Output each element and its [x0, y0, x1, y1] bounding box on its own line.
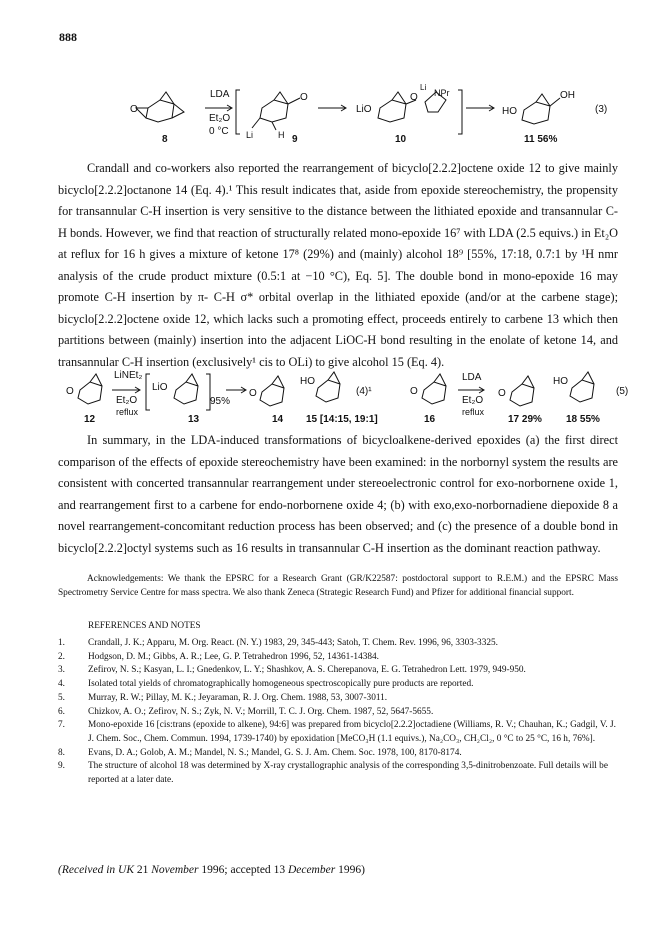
reference-item — [58, 747, 618, 761]
reference-number: 3. — [58, 665, 65, 676]
accepted-date-year: 1996) — [338, 864, 365, 876]
atom-HO-18: HO — [553, 376, 568, 387]
reference-number: 8. — [58, 747, 65, 758]
compound-label-13: 13 — [188, 414, 200, 425]
atom-O-12: O — [66, 386, 74, 397]
accepted-date-month: December — [287, 864, 336, 876]
scheme-eq3 — [0, 78, 672, 148]
equation-number-4: (4)¹ — [356, 386, 372, 397]
reference-text: Zefirov, N. S.; Kasyan, L. I.; Gnedenkov, L. Y.; Shashkov, A. S. Cherepanova, E. G. Tetrahedron Lett. 1979, 949-950. — [88, 665, 526, 676]
reagent-reflux-b: reflux — [462, 407, 485, 417]
references-list — [58, 637, 618, 788]
reference-text: Isolated total yields of chromatographically homogeneous spectroscopically pure products are reported. — [88, 679, 474, 690]
reference-item — [58, 637, 618, 651]
atom-O-9: O — [300, 92, 308, 103]
compound-label-14: 14 — [272, 414, 284, 425]
paragraph-1-text: Crandall and co-workers also reported the rearrangement of bicyclo[2.2.2]octene oxide 12 to give mainly bicyclo[2.2.2]octanone 14 (Eq. 4).¹ This result indicates that, aside from epoxide stereochemistry, the propensity for transannular C-H insertion is very sensitive to the distance between the lithiated epoxide and transannular C-H bonds. However, we find that reaction of structurally related mono-epoxide 16⁷ with LDA (2.5 equivs.) in Et₂O at reflux for 16 h gives a mixture of ketone 17⁸ (29%) and (mainly) alcohol 18⁹ [55%, 17:18, 0.7:1 by ¹H nmr analysis of the crude product mixture (0.5:1 at −10 °C), Eq. 5]. The double bond in mono-epoxide 16 may promote C-H insertion by π- C-H σ* orbital overlap in the lithiated epoxide (and/or at the carbene stage); bicyclo[2.2.2]octene oxide 12, which lacks such a promoting effect, proceeds entirely to carbene 13 which then partitions between (mainly) insertion into the adjacent LiOC-H bond resulting in the enolate of ketone 14, and transannular C-H insertion (exclusively¹ cis to OLi) to give alcohol 15 (Eq. 4). — [58, 161, 618, 369]
atom-Li-9: Li — [246, 130, 254, 140]
reference-number: 1. — [58, 638, 65, 648]
reference-number: 2. — [58, 651, 65, 662]
reference-text: Crandall, J. K.; Apparu, M. Org. React. (N. Y.) 1983, 29, 345-443; Satoh, T. Chem. Rev. 1996, 96, 3303-3325. — [88, 638, 498, 648]
paragraph-crandall — [58, 158, 618, 373]
atom-LiO-10: LiO — [356, 104, 372, 115]
atom-O-14: O — [249, 388, 257, 399]
yield-95: 95% — [210, 396, 231, 407]
reference-number: 9. — [58, 761, 65, 772]
atom-O-minus-10: O — [410, 92, 418, 103]
received-date-year: 1996; accepted — [201, 864, 271, 876]
reagent-reflux-a: reflux — [116, 407, 139, 417]
reference-text: Hodgson, D. M.; Gibbs, A. R.; Lee, G. P. Tetrahedron 1996, 52, 14361-14384. — [88, 651, 379, 662]
equation-number-3: (3) — [595, 104, 608, 115]
compound-label-11: 11 56% — [524, 134, 558, 145]
reference-item — [58, 651, 618, 665]
received-prefix: (Received in UK — [58, 864, 134, 876]
reference-text: The structure of alcohol 18 was determined by X-ray crystallographic analysis of the corresponding 3,5-dinitrobenzoate. Full details will be reported at a later date. — [88, 761, 608, 786]
atom-O-17: O — [498, 388, 506, 399]
compound-label-17: 17 29% — [508, 414, 542, 425]
reference-item — [58, 719, 618, 746]
reference-number: 6. — [58, 706, 65, 717]
compound-label-16: 16 — [424, 414, 436, 425]
scheme-eq4-eq5 — [0, 360, 672, 430]
received-date-day: 21 — [136, 864, 149, 876]
atom-Li-plus-10: Li — [420, 83, 427, 92]
compound-label-12: 12 — [84, 414, 96, 425]
references-title: REFERENCES AND NOTES — [88, 621, 201, 631]
equation-number-5: (5) — [616, 386, 629, 397]
reference-number: 4. — [58, 679, 65, 690]
atom-H-9: H — [278, 130, 285, 140]
accepted-date-day: 13 — [273, 864, 286, 876]
reference-item — [58, 706, 618, 720]
compound-label-10: 10 — [395, 134, 407, 145]
compound-label-8: 8 — [162, 134, 168, 145]
compound-label-9: 9 — [292, 134, 298, 145]
reference-text: Evans, D. A.; Golob, A. M.; Mandel, N. S.; Mandel, G. S. J. Am. Chem. Soc. 1978, 100, 8170-8174. — [88, 747, 462, 758]
reference-text: Murray, R. W.; Pillay, M. K.; Jeyaraman, R. J. Org. Chem. 1988, 53, 3007-3011. — [88, 692, 388, 703]
reference-item — [58, 678, 618, 692]
compound-label-15: 15 [14:15, 19:1] — [306, 414, 378, 425]
reagent-et2o: Et₂O — [209, 113, 231, 124]
reference-item — [58, 692, 618, 706]
received-line — [58, 864, 365, 876]
page-number: 888 — [59, 30, 77, 44]
atom-HO-11: HO — [502, 106, 517, 117]
reagent-lda-b: LDA — [462, 372, 482, 383]
atom-HO-15: HO — [300, 376, 315, 387]
reagent-lda: LDA — [210, 89, 230, 100]
paragraph-summary — [58, 430, 618, 559]
reference-item — [58, 664, 618, 678]
compound-label-18: 18 55% — [566, 414, 600, 425]
reference-number: 5. — [58, 692, 65, 703]
reference-text: Mono-epoxide 16 [cis:trans (epoxide to alkene), 94:6] was prepared from bicyclo[2.2.2]octadiene (Williams, R. V.; Chauhan, K.; Gadgil, V. J. J. Chem. Soc., Chem. Commun. 1994, 1739-1740) by epoxidation [MeCO₃H (1.1 equivs.), Na₂CO₃, CH₂Cl₂, 0 °C to 25 °C, 16 h, 76%]. — [88, 720, 616, 744]
scheme-eq4-eq5-drawing — [0, 360, 672, 430]
reagent-temp: 0 °C — [209, 126, 229, 137]
reagent-et2o-b: Et₂O — [462, 395, 484, 406]
received-date-month: November — [151, 864, 199, 876]
reagent-et2o-a: Et₂O — [116, 395, 138, 406]
atom-OH-11: OH — [560, 90, 575, 101]
reagent-linet2: LiNEt₂ — [114, 370, 143, 381]
atom-O-16: O — [410, 386, 418, 397]
atom-O-8: O — [130, 104, 138, 115]
paragraph-2-text: In summary, in the LDA-induced transformations of bicycloalkene-derived epoxides (a) the first direct comparison of the effects of epoxide stereochemistry have been examined: in the norbornyl system the results are consistent with concerted transannular rearrangement under stereoelectronic control for exo-norbornene oxide 1, and rearrangement first to a carbene for endo-norbornene oxide 4; (b) with exo,exo-norbornadiene diepoxide 8 a novel rearrangement-concomitant reduction process has been observed; and (c) the presence of a double bond in bicyclo[2.2.2]octyl systems such as 16 results in transannular C-H insertion as the dominant reaction pathway. — [58, 433, 618, 555]
acknowledgements: Acknowledgements: We thank the EPSRC for a Research Grant (GR/K22587: postdoctoral support to R.E.M.) and the EPSRC Mass Spectrometry Service Centre for mass spectra. We also thank Zeneca (Strategic Research Fund) and Pfizer for additional financial support. — [58, 574, 618, 599]
atom-NPr-10: NPr — [434, 88, 450, 98]
atom-LiO-13: LiO — [152, 382, 168, 393]
reference-text: Chizkov, A. O.; Zefirov, N. S.; Zyk, N. V.; Morrill, T. C. J. Org. Chem. 1987, 52, 5647-5655. — [88, 706, 434, 717]
reference-number: 7. — [58, 720, 65, 731]
reference-item — [58, 760, 618, 787]
scheme-eq3-drawing — [0, 78, 672, 148]
